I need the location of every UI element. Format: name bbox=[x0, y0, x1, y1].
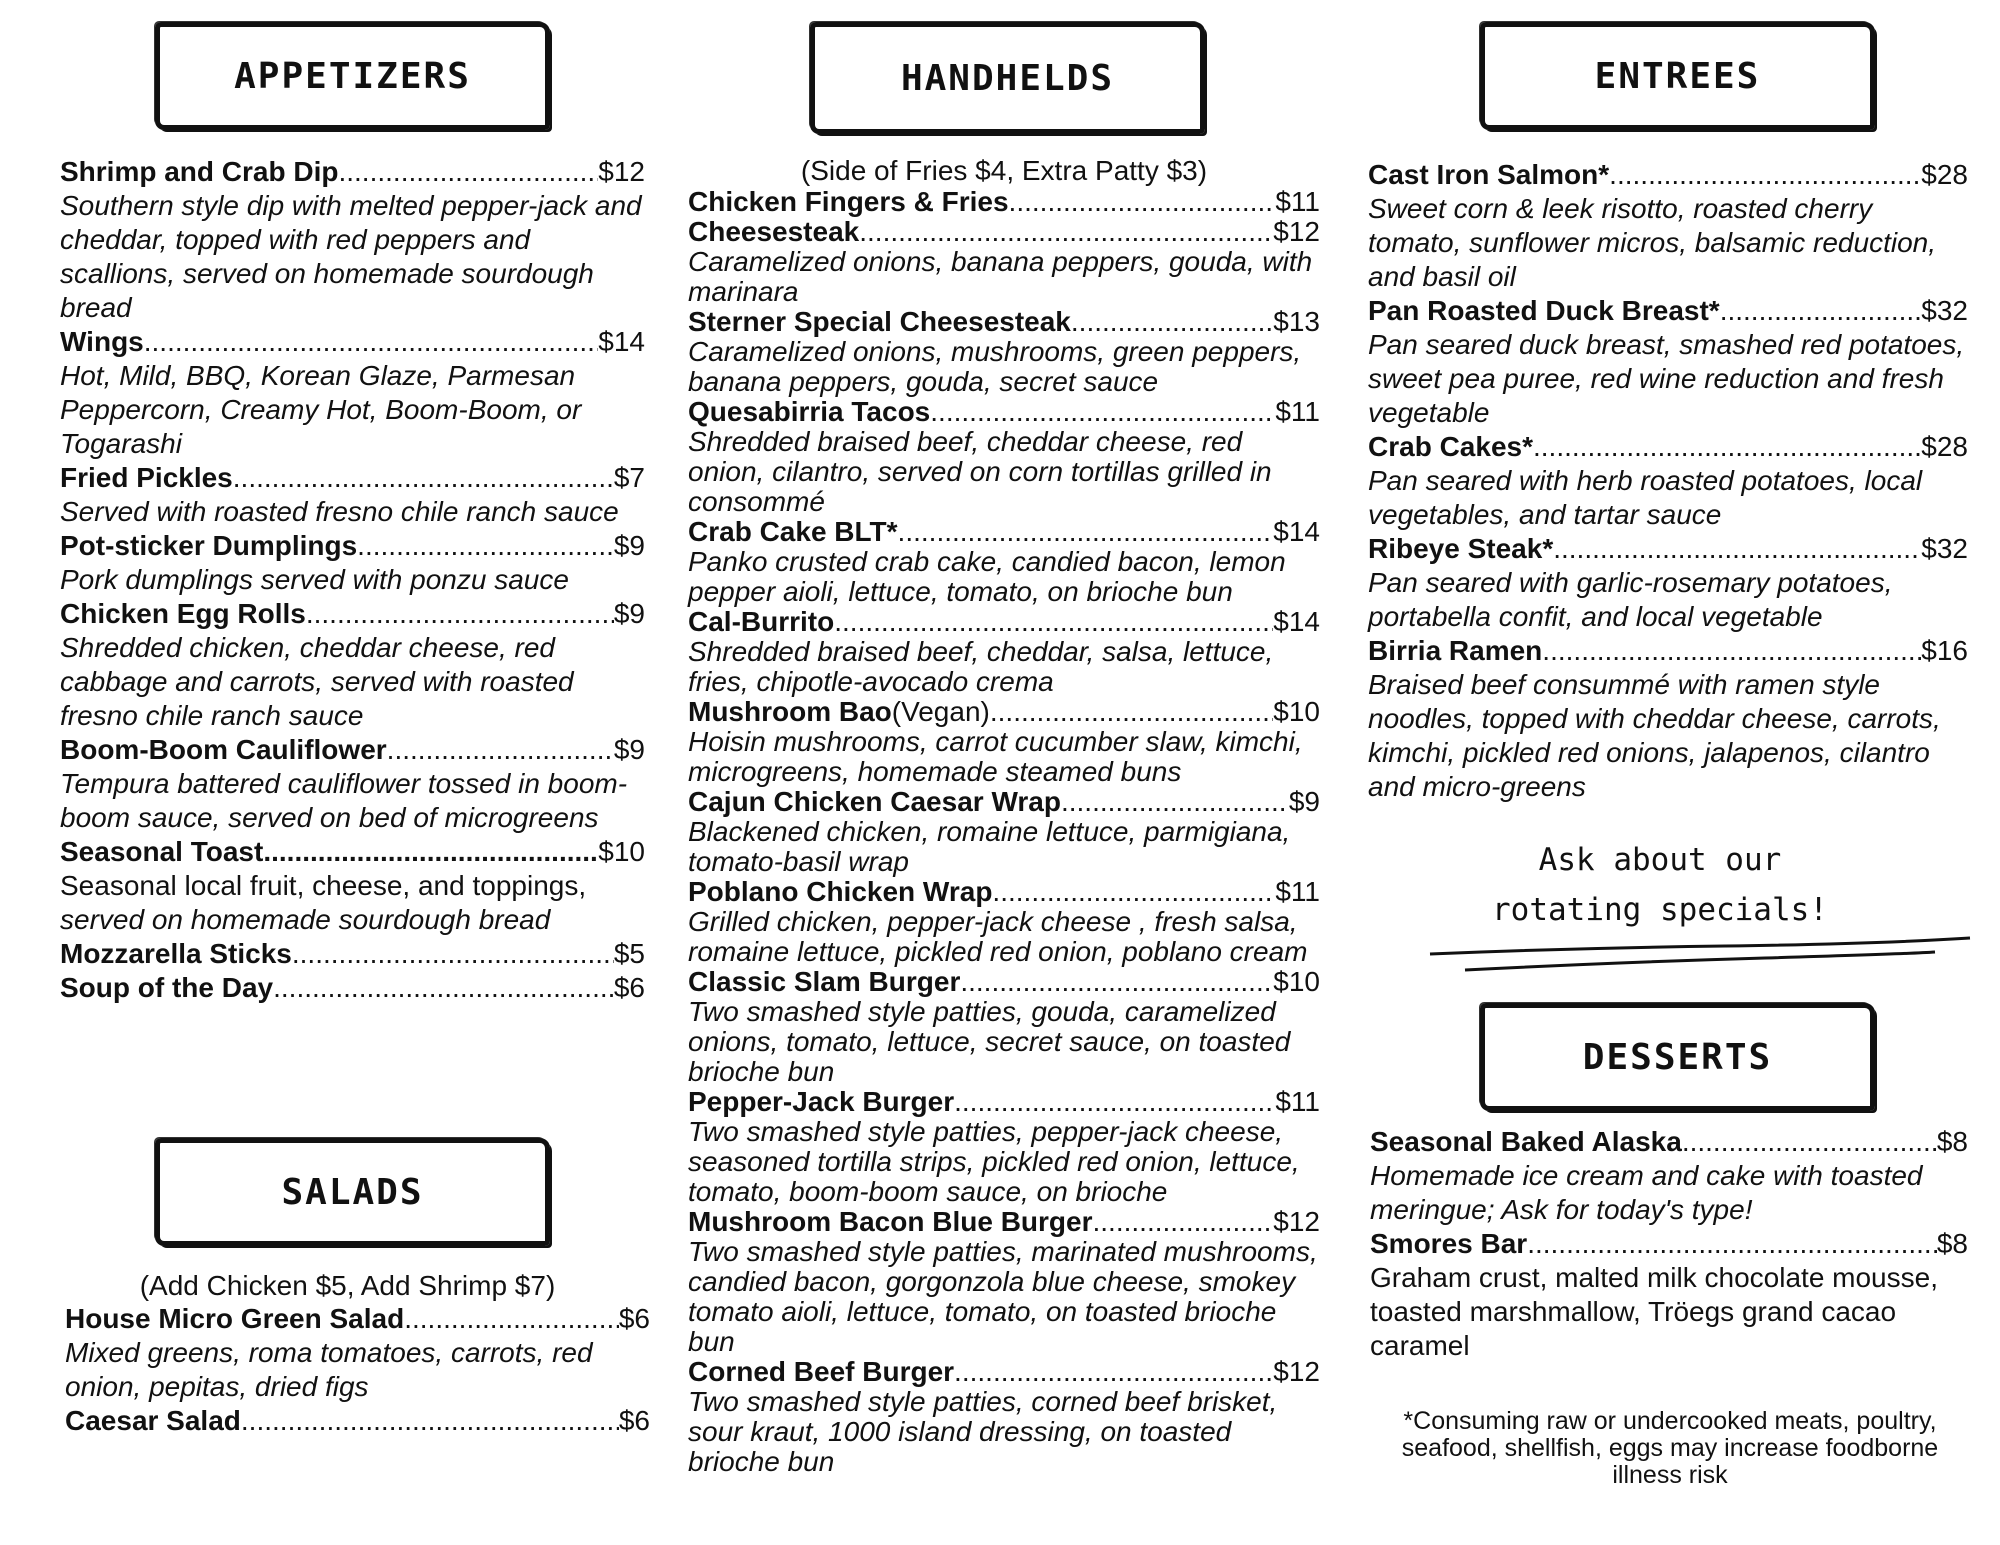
item-name: Poblano Chicken Wrap bbox=[688, 876, 993, 907]
item-description: Pan seared with garlic-rosemary potatoes, portabella confit, and local vegetable bbox=[1368, 567, 1893, 632]
item-description: Pork dumplings served with ponzu sauce bbox=[60, 564, 569, 595]
disclaimer: *Consuming raw or undercooked meats, poultry, seafood, shellfish, eggs may increase foodborne illness risk bbox=[1401, 1407, 1939, 1489]
item-description: served on homemade sourdough bread bbox=[60, 904, 551, 935]
menu-item bbox=[688, 877, 1320, 967]
item-description: Graham crust, malted milk chocolate mousse, toasted marshmallow, Tröegs grand cacao caramel bbox=[1370, 1262, 1938, 1361]
item-name: Crab Cake BLT* bbox=[688, 516, 898, 547]
handhelds-note: (Side of Fries $4, Extra Patty $3) bbox=[800, 155, 1208, 186]
item-description: Blackened chicken, romaine lettuce, parmigiana, tomato-basil wrap bbox=[688, 816, 1291, 877]
menu-item bbox=[1368, 158, 1968, 294]
item-description: Caramelized onions, mushrooms, green peppers, banana peppers, gouda, secret sauce bbox=[688, 336, 1302, 397]
menu-item bbox=[688, 967, 1320, 1087]
menu-item bbox=[60, 733, 645, 835]
menu-item bbox=[688, 307, 1320, 397]
menu-item bbox=[65, 1302, 650, 1404]
item-price: $11 bbox=[1275, 396, 1320, 427]
desserts-header bbox=[1480, 1003, 1875, 1111]
item-price: $12 bbox=[1273, 1356, 1320, 1387]
desserts-title: DESSERTS bbox=[1582, 1036, 1773, 1078]
specials-line-2: rotating specials! bbox=[1492, 892, 1828, 928]
item-price: $14 bbox=[1273, 516, 1320, 547]
menu-item bbox=[65, 1404, 650, 1438]
item-description: Shredded chicken, cheddar cheese, red cabbage and carrots, served with roasted fresno chile ranch sauce bbox=[60, 632, 574, 731]
entrees-title: ENTREES bbox=[1594, 55, 1761, 97]
item-name: Shrimp and Crab Dip bbox=[60, 156, 339, 187]
item-description: Two smashed style patties, pepper-jack cheese, seasoned tortilla strips, pickled red onion, lettuce, tomato, boom-boom sauce, on brioche bbox=[688, 1116, 1300, 1207]
menu-item bbox=[688, 397, 1320, 517]
item-price: $32 bbox=[1921, 533, 1968, 564]
item-description: Shredded braised beef, cheddar cheese, red onion, cilantro, served on corn tortillas grilled in consommé bbox=[688, 426, 1272, 517]
item-name: Cheesesteak bbox=[688, 216, 860, 247]
menu-item bbox=[688, 1207, 1320, 1357]
item-name: Boom-Boom Cauliflower bbox=[60, 734, 387, 765]
menu-item bbox=[60, 155, 645, 325]
item-name: Cal-Burrito bbox=[688, 606, 835, 637]
item-name: Seasonal Toast bbox=[60, 836, 264, 867]
item-description: Served with roasted fresno chile ranch sauce bbox=[60, 496, 619, 527]
item-name: Seasonal Baked Alaska bbox=[1370, 1126, 1682, 1157]
item-name: Ribeye Steak* bbox=[1368, 533, 1554, 564]
item-name: Fried Pickles bbox=[60, 462, 233, 493]
menu-item bbox=[688, 1357, 1320, 1477]
item-tag: (Vegan) bbox=[891, 696, 990, 727]
salads-note: (Add Chicken $5, Add Shrimp $7) bbox=[139, 1270, 556, 1301]
item-description: Panko crusted crab cake, candied bacon, lemon pepper aioli, lettuce, tomato, on brioche bun bbox=[688, 546, 1286, 607]
item-price: $13 bbox=[1273, 306, 1320, 337]
item-description: Seasonal local fruit, cheese, and toppings, bbox=[60, 870, 587, 901]
salads-title: SALADS bbox=[281, 1171, 424, 1213]
item-price: $5 bbox=[613, 938, 645, 969]
menu-item bbox=[688, 187, 1320, 217]
appetizers-header bbox=[155, 22, 550, 130]
item-name: Crab Cakes* bbox=[1368, 431, 1533, 462]
item-name: Classic Slam Burger bbox=[688, 966, 961, 997]
menu-item bbox=[60, 971, 645, 1005]
item-name: Chicken Fingers & Fries bbox=[688, 186, 1009, 217]
item-price: $16 bbox=[1921, 635, 1968, 666]
item-name: Birria Ramen bbox=[1368, 635, 1543, 666]
item-description: Homemade ice cream and cake with toasted meringue; Ask for today's type! bbox=[1370, 1160, 1923, 1225]
item-name: Mozzarella Sticks bbox=[60, 938, 292, 969]
appetizers-title: APPETIZERS bbox=[234, 55, 471, 97]
handhelds-title: HANDHELDS bbox=[900, 57, 1115, 99]
item-price: $12 bbox=[1273, 1206, 1320, 1237]
item-name: Wings bbox=[60, 326, 144, 357]
menu-item bbox=[1368, 532, 1968, 634]
item-price: $11 bbox=[1275, 1086, 1320, 1117]
specials-line-1: Ask about our bbox=[1538, 842, 1782, 878]
item-price: $8 bbox=[1936, 1228, 1968, 1259]
item-description: Caramelized onions, banana peppers, gouda, with marinara bbox=[688, 246, 1313, 307]
item-name: Pan Roasted Duck Breast* bbox=[1368, 295, 1720, 326]
item-name: Pot-sticker Dumplings bbox=[60, 530, 358, 561]
specials-callout bbox=[1360, 835, 1960, 935]
menu-item bbox=[60, 835, 645, 937]
item-description: Pan seared with herb roasted potatoes, local vegetables, and tartar sauce bbox=[1368, 465, 1923, 530]
item-price: $11 bbox=[1275, 186, 1320, 217]
item-description: Braised beef consummé with ramen style noodles, topped with cheddar cheese, carrots, kimchi, pickled red onions, jalapenos, cilantro and micro-greens bbox=[1368, 669, 1941, 802]
item-price: $12 bbox=[1273, 216, 1320, 247]
handhelds-header bbox=[810, 22, 1205, 134]
item-price: $9 bbox=[613, 598, 645, 629]
item-description: Grilled chicken, pepper-jack cheese , fresh salsa, romaine lettuce, pickled red onion, poblano cream bbox=[688, 906, 1308, 967]
menu-item bbox=[1370, 1125, 1968, 1227]
item-name: Mushroom Bao bbox=[688, 696, 892, 727]
item-name: Cajun Chicken Caesar Wrap bbox=[688, 786, 1061, 817]
item-price: $6 bbox=[618, 1405, 650, 1436]
salads-list bbox=[65, 1270, 650, 1438]
menu-item bbox=[1368, 294, 1968, 430]
item-name: House Micro Green Salad bbox=[65, 1303, 405, 1334]
item-price: $9 bbox=[613, 734, 645, 765]
menu-item bbox=[688, 607, 1320, 697]
item-price: $9 bbox=[613, 530, 645, 561]
item-price: $7 bbox=[613, 462, 645, 493]
item-price: $12 bbox=[598, 156, 645, 187]
entrees-header bbox=[1480, 22, 1875, 130]
item-name: Quesabirria Tacos bbox=[688, 396, 931, 427]
item-description: Two smashed style patties, gouda, caramelized onions, tomato, lettuce, secret sauce, on toasted brioche bun bbox=[688, 996, 1291, 1087]
appetizers-list bbox=[60, 155, 645, 1005]
item-name: Mushroom Bacon Blue Burger bbox=[688, 1206, 1093, 1237]
item-name: Sterner Special Cheesesteak bbox=[688, 306, 1071, 337]
item-price: $11 bbox=[1275, 876, 1320, 907]
item-price: $14 bbox=[598, 326, 645, 357]
salads-header bbox=[155, 1138, 550, 1246]
desserts-list bbox=[1370, 1125, 1968, 1363]
menu-item bbox=[60, 597, 645, 733]
item-price: $10 bbox=[1273, 696, 1320, 727]
item-description: Hoisin mushrooms, carrot cucumber slaw, kimchi, microgreens, homemade steamed buns bbox=[688, 726, 1303, 787]
menu-item bbox=[688, 517, 1320, 607]
menu-item bbox=[60, 325, 645, 461]
entrees-list bbox=[1368, 158, 1968, 804]
item-description: Hot, Mild, BBQ, Korean Glaze, Parmesan Peppercorn, Creamy Hot, Boom-Boom, or Togarashi bbox=[60, 360, 582, 459]
item-name: Caesar Salad bbox=[65, 1405, 241, 1436]
menu-item bbox=[1368, 430, 1968, 532]
item-description: Sweet corn & leek risotto, roasted cherry tomato, sunflower micros, balsamic reduction, and basil oil bbox=[1368, 193, 1936, 292]
item-name: Cast Iron Salmon* bbox=[1368, 159, 1610, 190]
menu-item bbox=[688, 697, 1320, 787]
item-description: Tempura battered cauliflower tossed in boom-boom sauce, served on bed of microgreens bbox=[60, 768, 628, 833]
item-name: Corned Beef Burger bbox=[688, 1356, 955, 1387]
specials-underline bbox=[1425, 930, 1985, 980]
item-price: $28 bbox=[1921, 159, 1968, 190]
menu-item bbox=[60, 529, 645, 597]
item-description: Two smashed style patties, marinated mushrooms, candied bacon, gorgonzola blue cheese, smokey tomato aioli, lettuce, tomato, on toasted brioche bun bbox=[688, 1236, 1318, 1357]
item-name: Chicken Egg Rolls bbox=[60, 598, 306, 629]
item-price: $9 bbox=[1288, 786, 1320, 817]
item-price: $6 bbox=[613, 972, 645, 1003]
menu-item bbox=[688, 1087, 1320, 1207]
handhelds-list bbox=[688, 155, 1320, 1477]
item-price: $10 bbox=[598, 836, 645, 867]
item-price: $32 bbox=[1921, 295, 1968, 326]
item-description: Southern style dip with melted pepper-jack and cheddar, topped with red peppers and scallions, served on homemade sourdough bread bbox=[60, 190, 642, 323]
item-description: Two smashed style patties, corned beef brisket, sour kraut, 1000 island dressing, on toasted brioche bun bbox=[688, 1386, 1278, 1477]
menu-item bbox=[60, 937, 645, 971]
item-name: Soup of the Day bbox=[60, 972, 274, 1003]
item-name: Pepper-Jack Burger bbox=[688, 1086, 955, 1117]
menu-item bbox=[60, 461, 645, 529]
menu-item bbox=[1370, 1227, 1968, 1363]
item-description: Shredded braised beef, cheddar, salsa, lettuce, fries, chipotle-avocado crema bbox=[688, 636, 1274, 697]
item-description: Pan seared duck breast, smashed red potatoes, sweet pea puree, red wine reduction and fresh vegetable bbox=[1368, 329, 1965, 428]
menu-item bbox=[688, 217, 1320, 307]
menu-item bbox=[1368, 634, 1968, 804]
item-price: $8 bbox=[1936, 1126, 1968, 1157]
item-price: $6 bbox=[618, 1303, 650, 1334]
item-description: Mixed greens, roma tomatoes, carrots, red onion, pepitas, dried figs bbox=[65, 1337, 593, 1402]
menu-item bbox=[688, 787, 1320, 877]
item-price: $10 bbox=[1273, 966, 1320, 997]
item-name: Smores Bar bbox=[1370, 1228, 1528, 1259]
item-price: $28 bbox=[1921, 431, 1968, 462]
item-price: $14 bbox=[1273, 606, 1320, 637]
